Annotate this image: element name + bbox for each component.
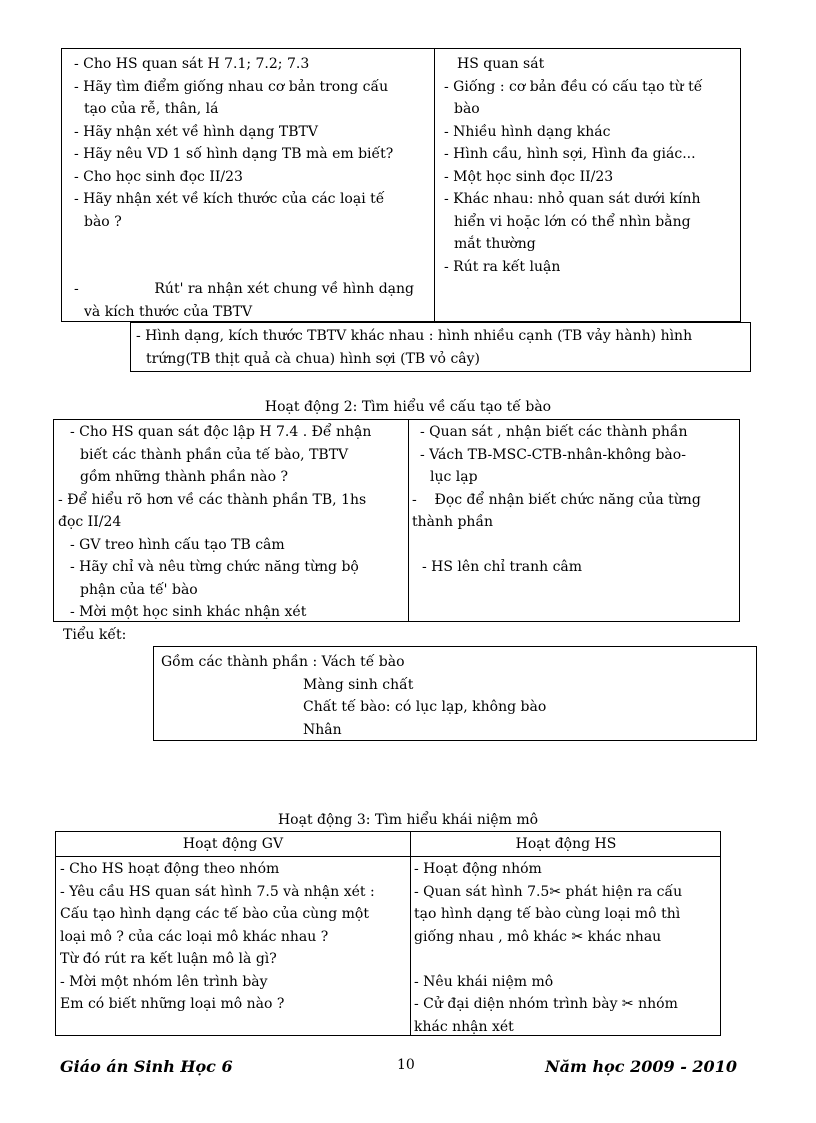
text-line: - Cử đại diện nhóm trình bày ✂ nhóm bbox=[414, 996, 678, 1012]
text-line: - Hình dạng, kích thước TBTV khác nhau : hình nhiều cạnh (TB vảy hành) hình bbox=[136, 328, 693, 344]
text-line bbox=[74, 233, 414, 256]
text-line: HS quan sát bbox=[457, 56, 545, 72]
text-line: - HS lên chỉ tranh câm bbox=[422, 559, 583, 575]
activity3-title: Hoạt động 3: Tìm hiểu khái niệm mô bbox=[277, 812, 539, 828]
teacher-column bbox=[58, 421, 371, 624]
summary-box bbox=[153, 646, 757, 741]
text-line: - Hãy nêu VD 1 số hình dạng TB mà em biết? bbox=[74, 146, 394, 162]
text-line: - Nêu khái niệm mô bbox=[414, 973, 554, 990]
text-line: - Mời một học sinh khác nhận xét bbox=[70, 604, 307, 620]
text-line: - Để hiểu rõ hơn về các thành phần TB, 1hs bbox=[58, 491, 367, 508]
student-column bbox=[414, 858, 682, 1038]
text-line: phận của tế' bào bbox=[80, 581, 198, 598]
text-line: khác nhận xét bbox=[414, 1018, 514, 1035]
conclusion-text bbox=[136, 325, 692, 370]
text-line bbox=[74, 256, 414, 279]
header-divider bbox=[56, 856, 720, 857]
text-line: - Rút ra kết luận bbox=[444, 258, 561, 275]
text-line: - Cho HS quan sát H 7.1; 7.2; 7.3 bbox=[74, 56, 310, 72]
text-line: - Cho học sinh đọc II/23 bbox=[74, 168, 243, 185]
text-line: - Cho HS hoạt động theo nhóm bbox=[60, 861, 280, 877]
text-line: - Quan sát hình 7.5✂ phát hiện ra cấu bbox=[414, 883, 683, 900]
text-line: - Vách TB-MSC-CTB-nhân-không bào- bbox=[420, 446, 686, 463]
text-line: - Rút' ra nhận xét chung về hình dạng bbox=[74, 281, 414, 297]
text-line: - Hình cầu, hình sợi, Hình đa giác... bbox=[444, 146, 696, 162]
footer-course: Giáo án Sinh Học 6 bbox=[60, 1057, 233, 1076]
text-line: - Nhiều hình dạng khác bbox=[444, 123, 611, 140]
text-line: Màng sinh chất bbox=[303, 676, 414, 693]
text-line: gồm những thành phần nào ? bbox=[80, 469, 288, 485]
text-line: - Đọc để nhận biết chức năng của từng bbox=[412, 491, 701, 508]
table-shape-size bbox=[61, 48, 741, 322]
text-line: bào bbox=[454, 101, 480, 117]
text-line: Em có biết những loại mô nào ? bbox=[60, 996, 285, 1012]
text-line: Gồm các thành phần : Vách tế bào bbox=[161, 654, 405, 670]
summary-text bbox=[161, 651, 546, 741]
text-line: bào ? bbox=[84, 213, 122, 230]
table-tissue bbox=[55, 831, 721, 1036]
activity2-title: Hoạt động 2: Tìm hiểu về cấu tạo tế bào bbox=[264, 399, 552, 415]
text-line: - GV treo hình cấu tạo TB câm bbox=[70, 536, 285, 553]
text-line: - Hãy nhận xét về kích thước của các loại tế bbox=[74, 191, 385, 207]
text-line: Chất tế bào: có lục lạp, không bào bbox=[303, 699, 547, 715]
text-line: lục lạp bbox=[430, 469, 478, 485]
text-line: trứng(TB thịt quả cà chua) hình sợi (TB vỏ cây) bbox=[146, 350, 480, 367]
teacher-column bbox=[74, 53, 414, 323]
text-line: Từ đó rút ra kết luận mô là gì? bbox=[60, 951, 277, 967]
text-line: Nhân bbox=[303, 721, 342, 738]
text-line: loại mô ? của các loại mô khác nhau ? bbox=[60, 928, 329, 945]
text-line: - Hãy nhận xét về hình dạng TBTV bbox=[74, 123, 318, 140]
column-divider bbox=[408, 420, 409, 621]
text-line: hiển vi hoặc lớn có thể nhìn bằng bbox=[454, 213, 691, 230]
text-line: - Giống : cơ bản đều có cấu tạo từ tế bbox=[444, 78, 703, 95]
teacher-column bbox=[60, 858, 375, 1016]
page-number: 10 bbox=[397, 1057, 415, 1073]
text-line: - Hãy chỉ và nêu từng chức năng từng bộ bbox=[70, 559, 359, 575]
text-line: - Cho HS quan sát độc lập H 7.4 . Để nhận bbox=[70, 424, 372, 440]
text-line: tạo của rễ, thân, lá bbox=[84, 101, 219, 117]
text-line: Cấu tạo hình dạng các tế bào của cùng một bbox=[60, 906, 369, 922]
text-line: - Yêu cầu HS quan sát hình 7.5 và nhận xét : bbox=[60, 883, 375, 900]
text-line: biết các thành phần của tế bào, TBTV bbox=[80, 446, 349, 463]
footer-year: Năm học 2009 - 2010 bbox=[545, 1057, 737, 1076]
text-line: thành phần bbox=[412, 514, 494, 530]
column-divider bbox=[434, 49, 435, 321]
column-divider bbox=[410, 832, 411, 1035]
text-line bbox=[412, 534, 701, 557]
header-student: Hoạt động HS bbox=[515, 836, 617, 852]
student-column bbox=[412, 421, 701, 579]
header-teacher: Hoạt động GV bbox=[182, 836, 284, 852]
text-line: - Mời một nhóm lên trình bày bbox=[60, 973, 268, 990]
text-line: - Quan sát , nhận biết các thành phần bbox=[420, 424, 688, 440]
text-line: - Hoạt động nhóm bbox=[414, 861, 542, 877]
text-line: đọc II/24 bbox=[58, 514, 122, 530]
text-line: mắt thường bbox=[454, 236, 536, 252]
text-line: - Một học sinh đọc II/23 bbox=[444, 168, 614, 185]
text-line: - Hãy tìm điểm giống nhau cơ bản trong cấu bbox=[74, 78, 389, 95]
summary-label: Tiểu kết: bbox=[63, 627, 127, 643]
table-cell-structure bbox=[53, 419, 740, 622]
text-line: tạo hình dạng tế bào cùng loại mô thì bbox=[414, 906, 681, 922]
text-line: - Khác nhau: nhỏ quan sát dưới kính bbox=[444, 191, 701, 207]
text-line: và kích thước của TBTV bbox=[84, 303, 253, 320]
text-line: giống nhau , mô khác ✂ khác nhau bbox=[414, 928, 662, 945]
text-line bbox=[414, 948, 682, 971]
conclusion-box bbox=[130, 322, 751, 372]
student-column bbox=[444, 53, 702, 278]
